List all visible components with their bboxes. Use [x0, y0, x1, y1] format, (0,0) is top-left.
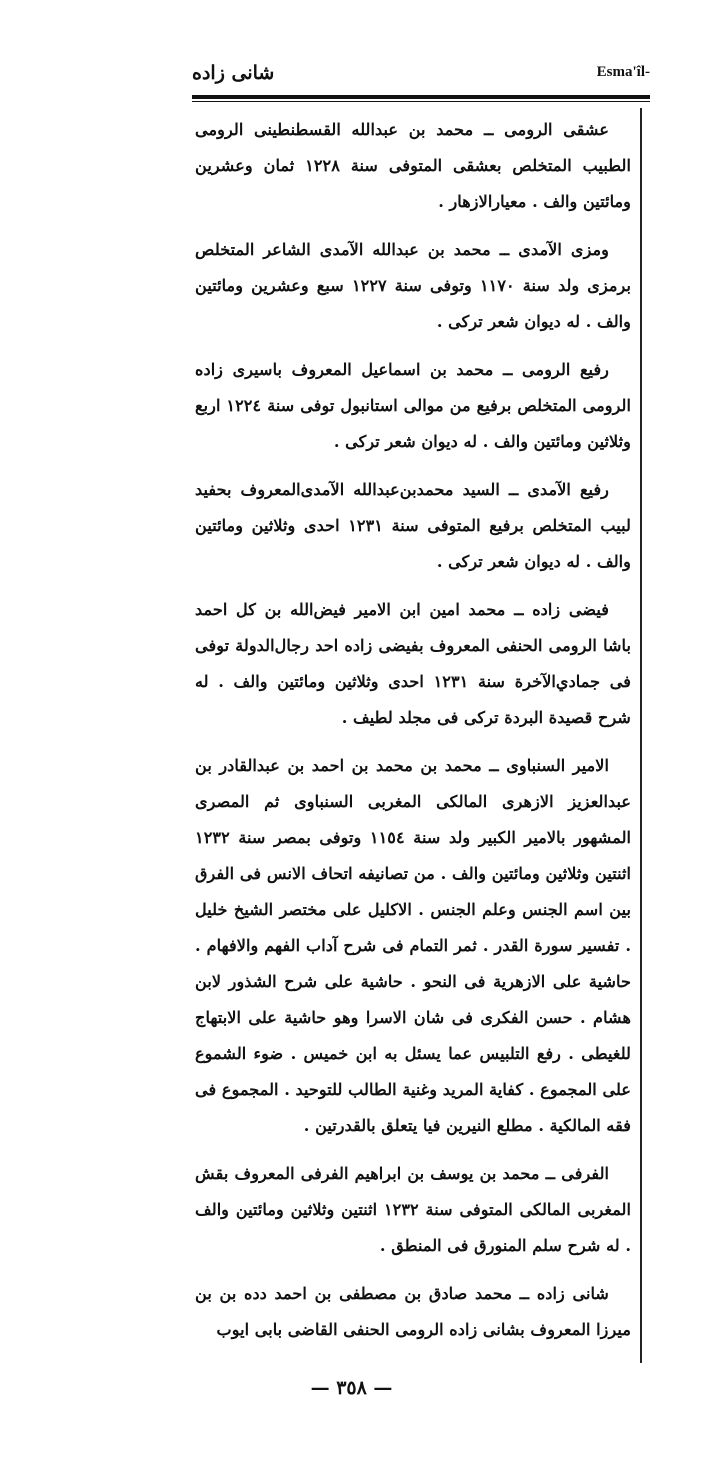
header-rule-thick — [192, 95, 650, 99]
catalog-code: Esma'îl- — [596, 64, 650, 80]
running-title: شانى زاده — [192, 62, 275, 84]
entry-farfi: الفرفى ــ محمد بن يوسف بن ابراهيم الفرفى المعروف بقش المغربى المالكى المتوفى سنة ١٢٣٢ اثنتين وثلاثين ومائتين والف . له شرح سلم المنورق فى المنطق . — [195, 1164, 631, 1255]
header-rule-thin — [192, 101, 650, 102]
entry-faydi-zade: فيضى زاده ــ محمد امين ابن الامير فيض‌الله بن كل احمد باشا الرومى الحنفى المعروف بفيضى زاده احد رجال‌الدولة توفى فى جمادي‌الآخرة سنة ١٢٣١ احدى وثلاثين ومائتين والف . له شرح قصيدة البردة تركى فى مجلد لطيف . — [195, 600, 631, 727]
entry-amir-sunbawi: الامير السنباوى ــ محمد بن محمد بن احمد بن عبدالقادر بن عبدالعزيز الازهرى المالكى المغربى السنباوى ثم المصرى المشهور بالامير الكبير ولد سنة ١١٥٤ وتوفى بمصر سنة ١٢٣٢ اثنتين وثلاثين ومائتين والف . من تصانيفه اتحاف الانس فى الفرق بين اسم الجنس وعلم الجنس . الاكليل على مختصر الشيخ خليل . تفسير سورة القدر . ثمر التمام فى شرح آداب الفهم والافهام . حاشية على الازهرية فى النحو . حاشية على شرح الشذور لابن هشام . حسن الفكرى فى شان الاسرا وهو حاشية على الابتهاج للغيطى . رفع التلبيس عما يسئل به ابن خميس . ضوء الشموع على المجموع . كفاية المريد وغنية الطالب للتوحيد . المجموع فى فقه المالكية . مطلع النيرين فيا يتعلق بالقدرتين . — [195, 756, 631, 1135]
page-header — [192, 60, 650, 90]
entry-ishqi-rumi: عشقى الرومى ــ محمد بن عبدالله القسطنطينى الرومى الطبيب المتخلص بعشقى المتوفى سنة ١٢٢٨ ثمان وعشرين ومائتين والف . معيارالازهار . — [195, 120, 631, 211]
entry-ramzi-amidi: ومزى الآمدى ــ محمد بن عبدالله الآمدى الشاعر المتخلص برمزى ولد سنة ١١٧٠ وتوفى سنة ١٢٢٧ سبع وعشرين ومائتين والف . له ديوان شعر تركى . — [195, 240, 631, 331]
page-number: — ٣٥٨ — — [310, 1377, 393, 1399]
entry-rafi-rumi: رفيع الرومى ــ محمد بن اسماعيل المعروف باسيرى زاده الرومى المتخلص برفيع من موالى استانبول توفى سنة ١٢٢٤ اربع وثلاثين ومائتين والف . له ديوان شعر تركى . — [195, 360, 631, 451]
entry-rafi-amidi: رفيع الآمدى ــ السيد محمدبن‌عبدالله الآمدى‌المعروف بحفيد لبيب المتخلص برفيع المتوفى سنة ١٢٣١ احدى وثلاثين ومائتين والف . له ديوان شعر تركى . — [195, 480, 631, 571]
entry-shani-zade: شانى زاده ــ محمد صادق بن مصطفى بن احمد دده بن بن ميرزا المعروف بشانى زاده الرومى الحنفى القاضى بابى ايوب — [195, 1284, 631, 1339]
margin-vertical-rule — [640, 108, 642, 1363]
text-column — [195, 112, 631, 1348]
